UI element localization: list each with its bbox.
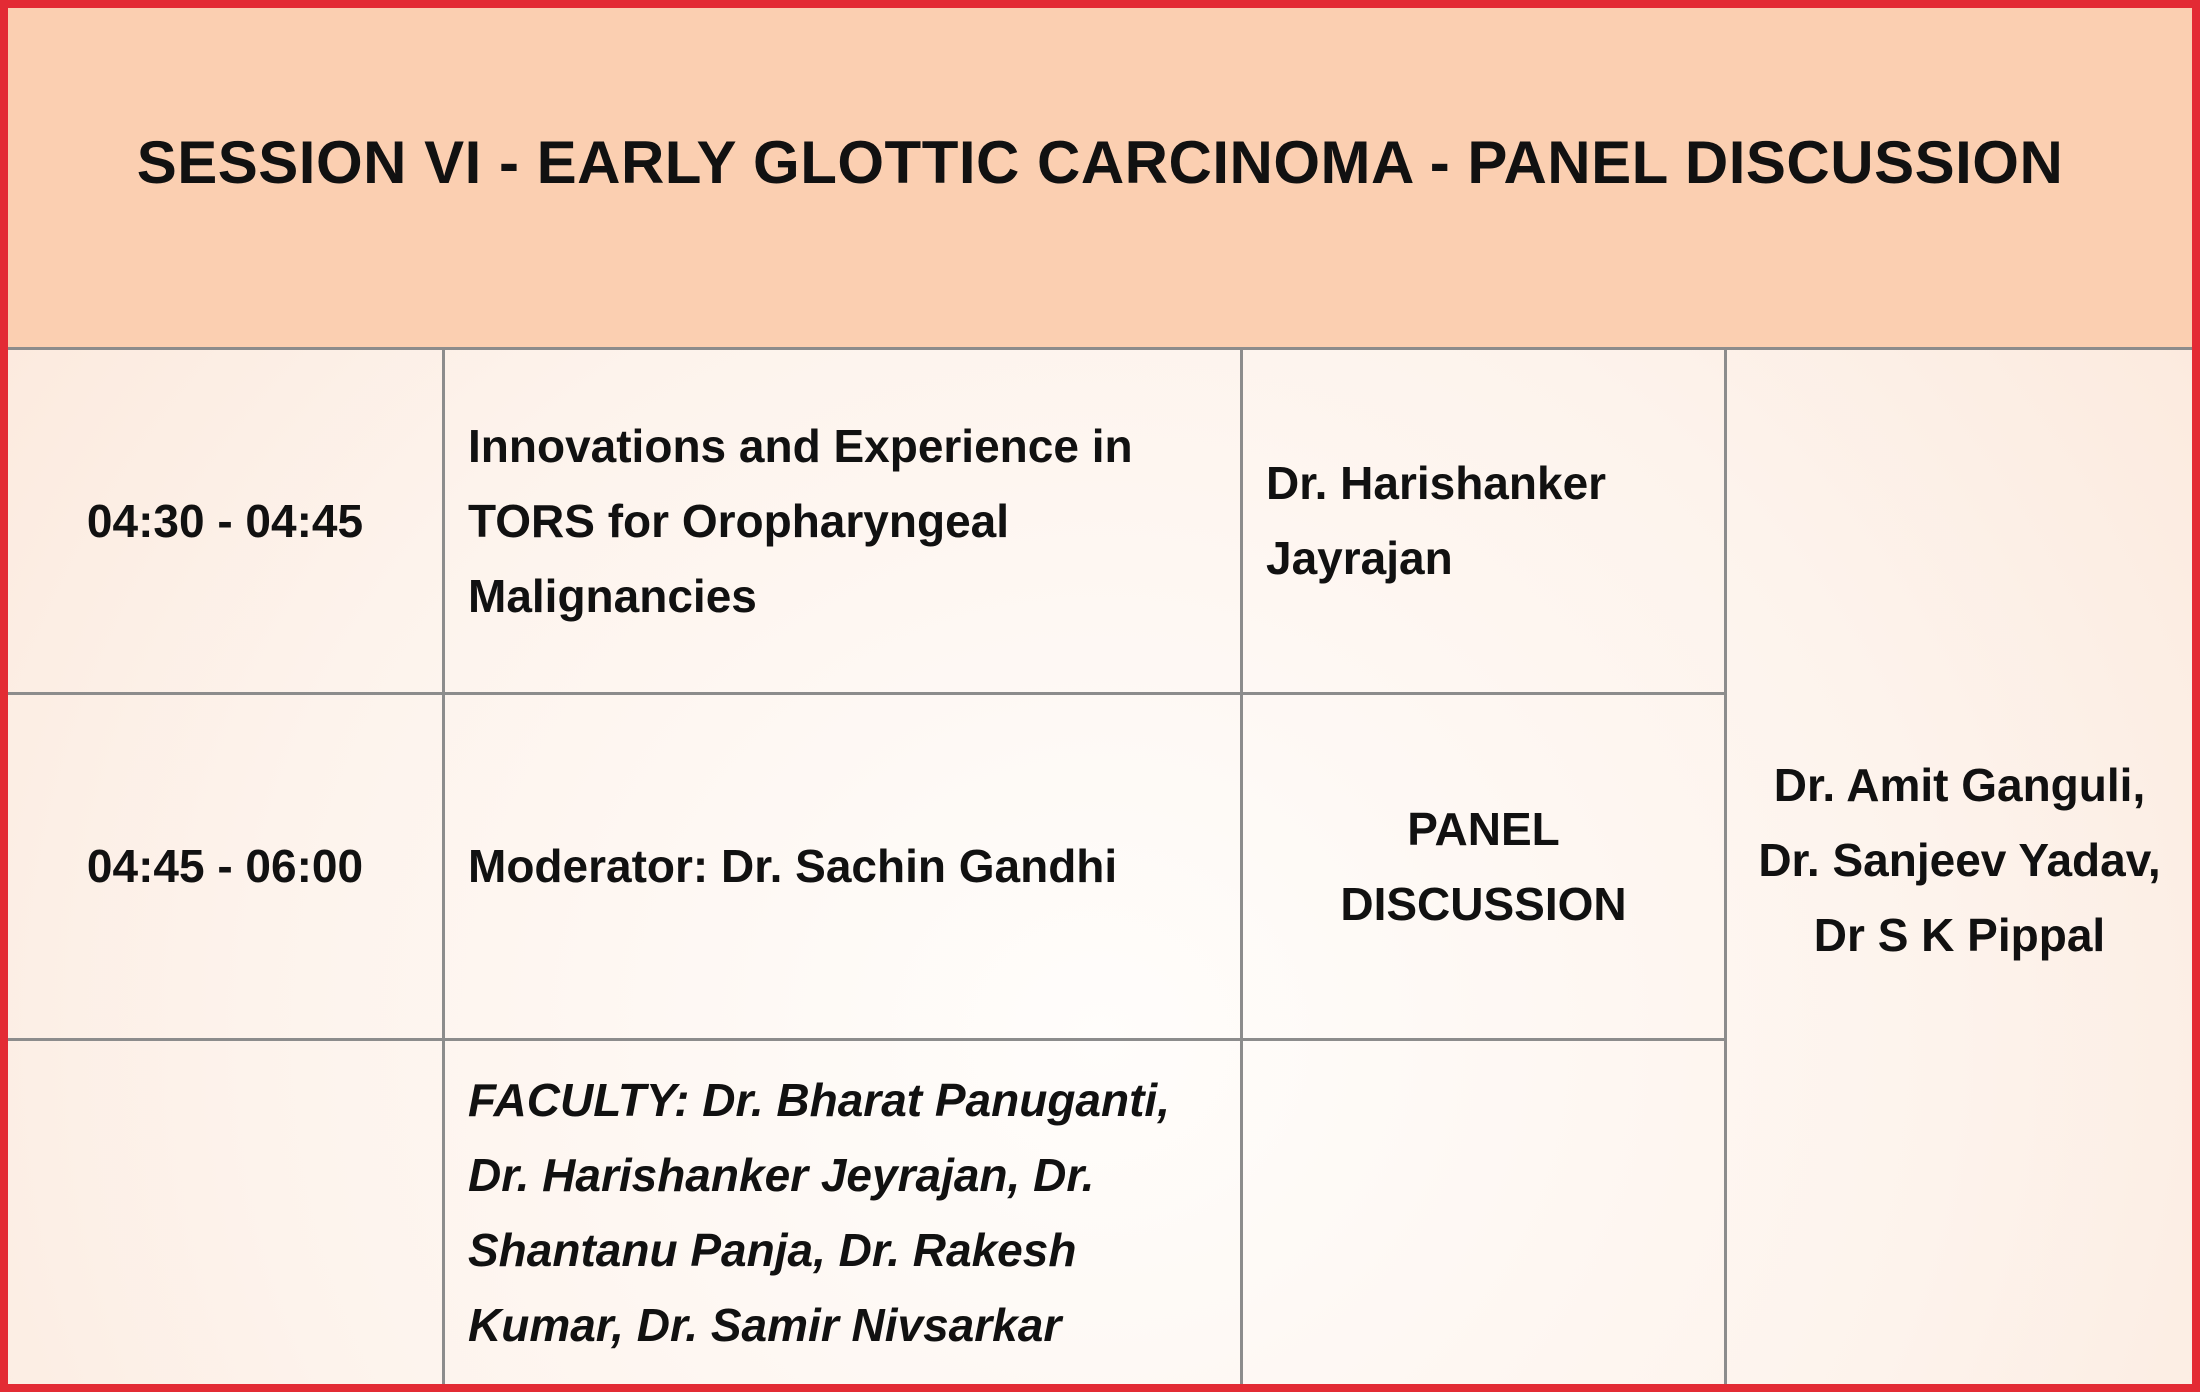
- time-cell: [8, 350, 442, 692]
- time-text: 04:30 - 04:45: [86, 494, 364, 547]
- time-cell: [8, 1041, 442, 1384]
- time-text: 04:45 - 06:00: [86, 840, 364, 892]
- faculty-text: FACULTY: Dr. Bharat Panuganti, Dr. Harishanker Jeyrajan, Dr. Shantanu Panja, Dr. Rakesh Kumar, Dr. Samir Nivsarkar: [468, 1073, 1170, 1351]
- faculty-cell: [445, 1041, 1240, 1384]
- speaker-cell: [1243, 695, 1724, 1038]
- time-cell: [8, 695, 442, 1038]
- session-title: SESSION VI - EARLY GLOTTIC CARCINOMA - PANEL DISCUSSION: [136, 129, 2064, 196]
- panel-discussion-label: PANEL DISCUSSION: [1340, 802, 1627, 930]
- session-header: [8, 8, 2192, 350]
- chairpersons-cell: [1727, 350, 2192, 1384]
- speaker-text: Dr. Harishanker Jayrajan: [1266, 457, 1607, 584]
- speaker-cell: [1243, 350, 1724, 692]
- topic-cell: [445, 350, 1240, 692]
- topic-text: Innovations and Experience in TORS for Oropharyngeal Malignancies: [468, 419, 1133, 622]
- topic-text: Moderator: Dr. Sachin Gandhi: [468, 840, 1118, 892]
- chairpersons-text: Dr. Amit Ganguli, Dr. Sanjeev Yadav, Dr S K Pippal: [1758, 758, 2161, 961]
- topic-cell: [445, 695, 1240, 1038]
- speaker-cell: [1243, 1041, 1724, 1384]
